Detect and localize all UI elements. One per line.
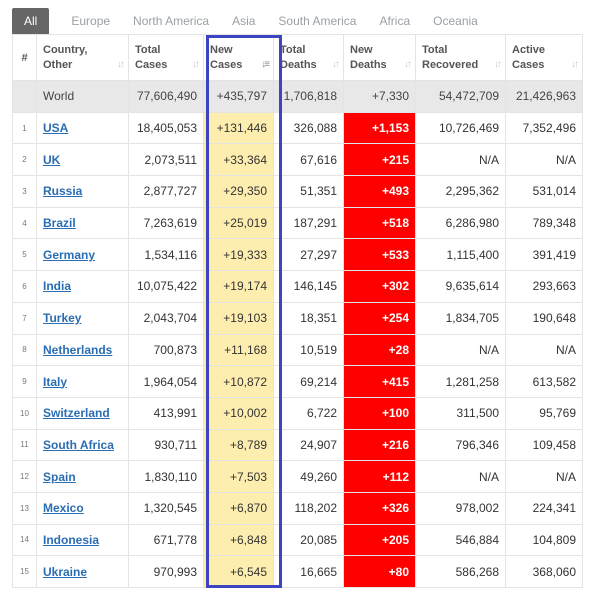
- new-deaths-cell: +518: [344, 207, 416, 239]
- header-total-recovered-label-1: Total: [422, 43, 448, 56]
- table-row: [13, 271, 583, 303]
- index-cell: 10: [13, 397, 37, 429]
- tab-asia[interactable]: Asia: [232, 14, 256, 28]
- total-cases-cell: 2,073,511: [129, 144, 204, 176]
- total-deaths-cell: 69,214: [274, 366, 344, 398]
- total-cases-cell: 1,320,545: [129, 492, 204, 524]
- total-deaths-cell: 10,519: [274, 334, 344, 366]
- active-cases-cell: 95,769: [506, 397, 583, 429]
- total-cases-cell: 970,993: [129, 556, 204, 588]
- new-deaths-cell: +415: [344, 366, 416, 398]
- new-cases-cell: +6,545: [204, 556, 274, 588]
- new-deaths-cell: +1,153: [344, 112, 416, 144]
- world-country-cell: World: [37, 81, 129, 113]
- country-link[interactable]: Mexico: [43, 501, 84, 516]
- new-cases-cell: +19,174: [204, 271, 274, 303]
- total-cases-cell: 413,991: [129, 397, 204, 429]
- table-row: [13, 556, 583, 588]
- new-cases-cell: +8,789: [204, 429, 274, 461]
- sort-arrows-icon[interactable]: ↓↑: [404, 59, 410, 70]
- total-deaths-cell: 6,722: [274, 397, 344, 429]
- index-cell: 7: [13, 302, 37, 334]
- country-link[interactable]: Brazil: [43, 216, 76, 231]
- new-deaths-cell: +205: [344, 524, 416, 556]
- active-cases-cell: 531,014: [506, 176, 583, 208]
- table-row: [13, 334, 583, 366]
- total-recovered-cell: 2,295,362: [416, 176, 506, 208]
- total-deaths-cell: 27,297: [274, 239, 344, 271]
- header-active-cases[interactable]: [506, 35, 583, 81]
- header-country-label-1: Country,: [43, 43, 88, 56]
- index-cell: 1: [13, 112, 37, 144]
- country-link[interactable]: Germany: [43, 247, 96, 262]
- header-total-recovered-label-2: Recovered: [422, 58, 479, 71]
- index-cell: 5: [13, 239, 37, 271]
- covid-stats-table: [12, 34, 583, 588]
- new-deaths-cell: +80: [344, 556, 416, 588]
- sort-desc-icon[interactable]: ↓≡: [261, 59, 268, 70]
- new-cases-cell: +29,350: [204, 176, 274, 208]
- active-cases-cell: 368,060: [506, 556, 583, 588]
- active-cases-cell: 104,809: [506, 524, 583, 556]
- country-link[interactable]: USA: [43, 121, 69, 136]
- total-cases-cell: 1,964,054: [129, 366, 204, 398]
- header-new-deaths[interactable]: [344, 35, 416, 81]
- new-cases-cell: +33,364: [204, 144, 274, 176]
- header-new-cases-label-1: New: [210, 43, 233, 56]
- new-cases-cell: +131,446: [204, 112, 274, 144]
- new-deaths-cell: +216: [344, 429, 416, 461]
- country-cell: [37, 144, 129, 176]
- new-deaths-cell: +215: [344, 144, 416, 176]
- header-total-deaths[interactable]: [274, 35, 344, 81]
- world-active-cases-cell: 21,426,963: [506, 81, 583, 113]
- country-link[interactable]: Netherlands: [43, 342, 113, 357]
- continent-tabs: [12, 8, 491, 34]
- total-deaths-cell: 118,202: [274, 492, 344, 524]
- country-cell: [37, 461, 129, 493]
- index-cell: 6: [13, 271, 37, 303]
- country-cell: [37, 239, 129, 271]
- table-row: [13, 302, 583, 334]
- table-row: [13, 524, 583, 556]
- active-cases-cell: 293,663: [506, 271, 583, 303]
- tab-all[interactable]: All: [12, 8, 49, 34]
- country-link[interactable]: Italy: [43, 374, 68, 389]
- header-index[interactable]: [13, 35, 37, 81]
- country-cell: [37, 207, 129, 239]
- country-link[interactable]: UK: [43, 152, 61, 167]
- total-deaths-cell: 51,351: [274, 176, 344, 208]
- header-total-deaths-label-1: Total: [280, 43, 306, 56]
- header-country[interactable]: [37, 35, 129, 81]
- header-new-deaths-label-2: Deaths: [350, 58, 387, 71]
- total-cases-cell: 930,711: [129, 429, 204, 461]
- index-cell: 15: [13, 556, 37, 588]
- world-total-row: [13, 81, 583, 113]
- header-total-recovered[interactable]: [416, 35, 506, 81]
- total-deaths-cell: 24,907: [274, 429, 344, 461]
- country-link[interactable]: South Africa: [43, 437, 114, 452]
- sort-arrows-icon[interactable]: ↓↑: [192, 59, 198, 70]
- index-cell: 13: [13, 492, 37, 524]
- total-cases-cell: 671,778: [129, 524, 204, 556]
- header-total-cases-label-2: Cases: [135, 58, 168, 71]
- total-cases-cell: 1,534,116: [129, 239, 204, 271]
- country-cell: [37, 334, 129, 366]
- table-row: [13, 112, 583, 144]
- total-deaths-cell: 16,665: [274, 556, 344, 588]
- world-total-deaths-cell: 1,706,818: [274, 81, 344, 113]
- header-total-cases-label-1: Total: [135, 43, 161, 56]
- world-total-cases-cell: 77,606,490: [129, 81, 204, 113]
- table-header-row: [13, 35, 583, 81]
- total-recovered-cell: 6,286,980: [416, 207, 506, 239]
- tab-africa[interactable]: Africa: [379, 14, 411, 28]
- active-cases-cell: 109,458: [506, 429, 583, 461]
- total-deaths-cell: 67,616: [274, 144, 344, 176]
- total-recovered-cell: N/A: [416, 144, 506, 176]
- table-row: [13, 366, 583, 398]
- new-cases-cell: +6,848: [204, 524, 274, 556]
- index-cell: 9: [13, 366, 37, 398]
- header-new-cases[interactable]: [204, 35, 274, 81]
- header-active-cases-label-1: Active: [512, 43, 546, 56]
- country-cell: [37, 302, 129, 334]
- active-cases-cell: 190,648: [506, 302, 583, 334]
- total-cases-cell: 2,877,727: [129, 176, 204, 208]
- total-recovered-cell: 311,500: [416, 397, 506, 429]
- tab-oceania[interactable]: Oceania: [433, 14, 478, 28]
- active-cases-cell: 789,348: [506, 207, 583, 239]
- new-cases-cell: +19,103: [204, 302, 274, 334]
- country-cell: [37, 366, 129, 398]
- new-deaths-cell: +254: [344, 302, 416, 334]
- active-cases-cell: 7,352,496: [506, 112, 583, 144]
- new-deaths-cell: +326: [344, 492, 416, 524]
- total-deaths-cell: 18,351: [274, 302, 344, 334]
- total-recovered-cell: 796,346: [416, 429, 506, 461]
- header-new-cases-label-2: Cases: [210, 58, 243, 71]
- new-cases-cell: +7,503: [204, 461, 274, 493]
- sort-arrows-icon[interactable]: ↓↑: [117, 59, 123, 70]
- new-cases-cell: +19,333: [204, 239, 274, 271]
- total-deaths-cell: 146,145: [274, 271, 344, 303]
- world-new-deaths-cell: +7,330: [344, 81, 416, 113]
- index-cell: 4: [13, 207, 37, 239]
- new-cases-cell: +11,168: [204, 334, 274, 366]
- new-deaths-cell: +302: [344, 271, 416, 303]
- country-cell: [37, 176, 129, 208]
- country-link[interactable]: Spain: [43, 469, 76, 484]
- table-row: [13, 239, 583, 271]
- total-cases-cell: 18,405,053: [129, 112, 204, 144]
- total-deaths-cell: 49,260: [274, 461, 344, 493]
- total-recovered-cell: 586,268: [416, 556, 506, 588]
- new-cases-cell: +10,002: [204, 397, 274, 429]
- index-cell: 2: [13, 144, 37, 176]
- table-row: [13, 492, 583, 524]
- table-row: [13, 176, 583, 208]
- active-cases-cell: 613,582: [506, 366, 583, 398]
- total-cases-cell: 7,263,619: [129, 207, 204, 239]
- country-link[interactable]: India: [43, 279, 72, 294]
- header-index-label: #: [21, 51, 28, 64]
- total-cases-cell: 10,075,422: [129, 271, 204, 303]
- total-deaths-cell: 187,291: [274, 207, 344, 239]
- country-cell: [37, 397, 129, 429]
- country-link[interactable]: Turkey: [43, 311, 82, 326]
- total-cases-cell: 700,873: [129, 334, 204, 366]
- total-recovered-cell: 1,834,705: [416, 302, 506, 334]
- active-cases-cell: N/A: [506, 461, 583, 493]
- active-cases-cell: 224,341: [506, 492, 583, 524]
- total-deaths-cell: 326,088: [274, 112, 344, 144]
- total-deaths-cell: 20,085: [274, 524, 344, 556]
- table-row: [13, 144, 583, 176]
- total-recovered-cell: N/A: [416, 461, 506, 493]
- total-recovered-cell: 546,884: [416, 524, 506, 556]
- total-recovered-cell: 1,115,400: [416, 239, 506, 271]
- total-recovered-cell: 9,635,614: [416, 271, 506, 303]
- world-total-recovered-cell: 54,472,709: [416, 81, 506, 113]
- new-deaths-cell: +28: [344, 334, 416, 366]
- tab-europe[interactable]: Europe: [71, 14, 111, 28]
- index-cell: 8: [13, 334, 37, 366]
- country-link[interactable]: Switzerland: [43, 406, 110, 421]
- new-deaths-cell: +533: [344, 239, 416, 271]
- header-new-deaths-label-1: New: [350, 43, 373, 56]
- country-cell: [37, 524, 129, 556]
- index-cell: 3: [13, 176, 37, 208]
- new-cases-cell: +10,872: [204, 366, 274, 398]
- total-recovered-cell: N/A: [416, 334, 506, 366]
- active-cases-cell: N/A: [506, 334, 583, 366]
- total-recovered-cell: 978,002: [416, 492, 506, 524]
- new-deaths-cell: +493: [344, 176, 416, 208]
- total-recovered-cell: 1,281,258: [416, 366, 506, 398]
- new-deaths-cell: +112: [344, 461, 416, 493]
- country-cell: [37, 492, 129, 524]
- new-cases-cell: +25,019: [204, 207, 274, 239]
- header-total-deaths-label-2: Deaths: [280, 58, 317, 71]
- total-recovered-cell: 10,726,469: [416, 112, 506, 144]
- active-cases-cell: 391,419: [506, 239, 583, 271]
- world-index-cell: [13, 81, 37, 113]
- table-row: [13, 207, 583, 239]
- country-cell: [37, 112, 129, 144]
- sort-arrows-icon[interactable]: ↓↑: [332, 59, 338, 70]
- index-cell: 12: [13, 461, 37, 493]
- new-cases-cell: +6,870: [204, 492, 274, 524]
- sort-arrows-icon[interactable]: ↓↑: [571, 59, 577, 70]
- tab-south-america[interactable]: South America: [278, 14, 357, 28]
- country-link[interactable]: Russia: [43, 184, 83, 199]
- country-link[interactable]: Ukraine: [43, 564, 88, 579]
- country-link[interactable]: Indonesia: [43, 532, 100, 547]
- sort-arrows-icon[interactable]: ↓↑: [494, 59, 500, 70]
- table-row: [13, 461, 583, 493]
- world-new-cases-cell: +435,797: [204, 81, 274, 113]
- header-country-label-2: Other: [43, 58, 73, 71]
- table-row: [13, 397, 583, 429]
- total-cases-cell: 2,043,704: [129, 302, 204, 334]
- table-row: [13, 429, 583, 461]
- index-cell: 14: [13, 524, 37, 556]
- tab-north-america[interactable]: North America: [133, 14, 210, 28]
- total-cases-cell: 1,830,110: [129, 461, 204, 493]
- active-cases-cell: N/A: [506, 144, 583, 176]
- country-cell: [37, 271, 129, 303]
- country-cell: [37, 429, 129, 461]
- header-active-cases-label-2: Cases: [512, 58, 545, 71]
- header-total-cases[interactable]: [129, 35, 204, 81]
- new-deaths-cell: +100: [344, 397, 416, 429]
- country-cell: [37, 556, 129, 588]
- index-cell: 11: [13, 429, 37, 461]
